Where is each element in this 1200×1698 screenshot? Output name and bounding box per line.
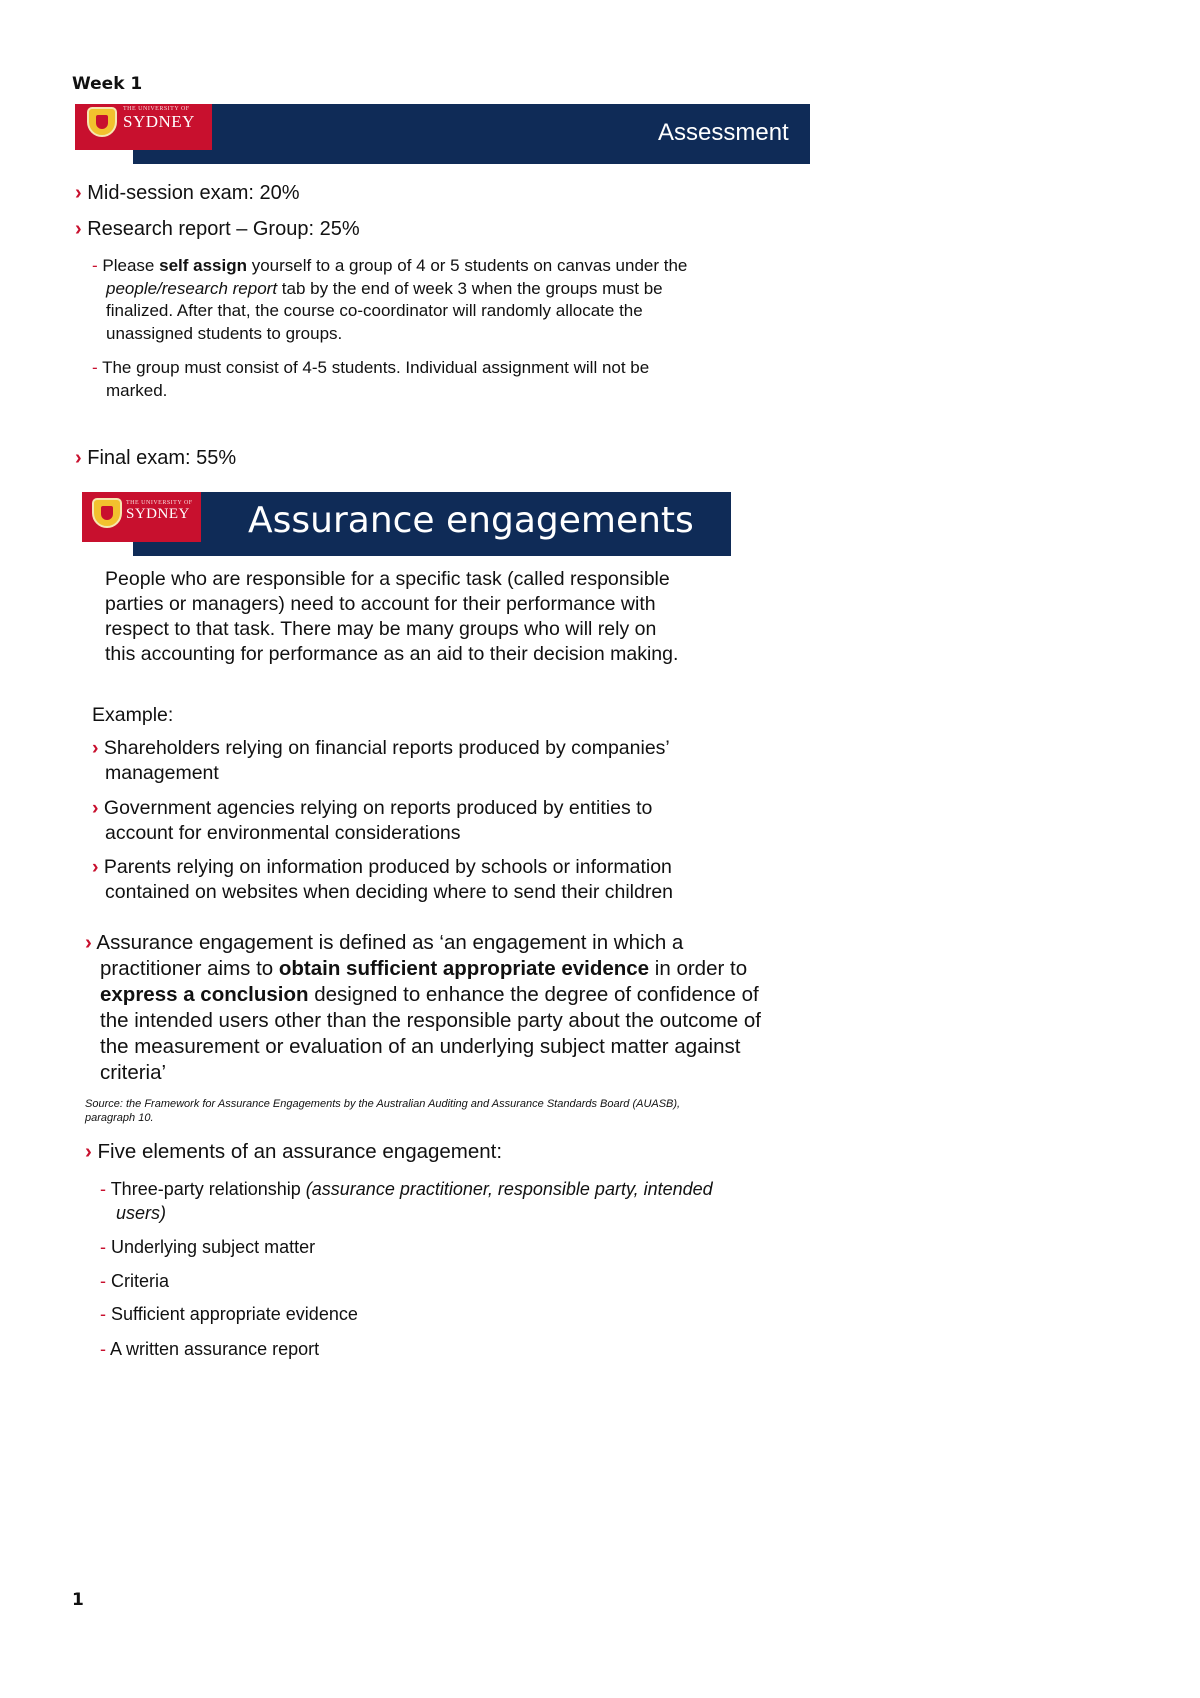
list-item-line: contained on websites when deciding where to send their children bbox=[105, 881, 674, 903]
list-item: › Mid-session exam: 20% bbox=[75, 182, 300, 204]
definition-line: criteria’ bbox=[100, 1061, 167, 1084]
dash-bullet-icon: - bbox=[92, 256, 98, 275]
logo-big-text: SYDNEY bbox=[123, 112, 195, 131]
chevron-bullet-icon: › bbox=[92, 856, 99, 878]
list-item-line: management bbox=[105, 762, 219, 784]
definition-line: express a conclusion designed to enhance the degree of confidence of bbox=[100, 983, 759, 1006]
chevron-bullet-icon: › bbox=[92, 737, 99, 759]
dash-bullet-icon: - bbox=[100, 1179, 106, 1199]
sub-list-item-line: finalized. After that, the course co-coordinator will randomly allocate the bbox=[106, 301, 643, 320]
list-item: › Parents relying on information produced by schools or information bbox=[92, 856, 672, 878]
chevron-bullet-icon: › bbox=[75, 218, 82, 240]
list-item: › Shareholders relying on financial reports produced by companies’ bbox=[92, 737, 670, 759]
week-label: Week 1 bbox=[72, 74, 143, 94]
university-logo bbox=[75, 104, 212, 150]
definition-line: practitioner aims to obtain sufficient appropriate evidence in order to bbox=[100, 957, 748, 980]
dash-bullet-icon: - bbox=[92, 358, 98, 377]
chevron-bullet-icon: › bbox=[85, 931, 92, 954]
slide-title: Assessment bbox=[658, 119, 789, 146]
crest-icon bbox=[87, 107, 117, 137]
definition-line: the intended users other than the responsible party about the outcome of bbox=[100, 1009, 761, 1032]
slide-title: Assurance engagements bbox=[248, 500, 694, 541]
crest-icon bbox=[92, 498, 122, 528]
definition-line: the measurement or evaluation of an underlying subject matter against bbox=[100, 1035, 741, 1058]
sub-list-item: - The group must consist of 4-5 students. Individual assignment will not be bbox=[92, 358, 650, 377]
definition-line: › Assurance engagement is defined as ‘an engagement in which a bbox=[85, 931, 684, 954]
sub-list-item: - A written assurance report bbox=[100, 1339, 320, 1359]
dash-bullet-icon: - bbox=[100, 1237, 106, 1257]
chevron-bullet-icon: › bbox=[92, 797, 99, 819]
sub-list-item: - Please self assign yourself to a group of 4 or 5 students on canvas under the bbox=[92, 256, 688, 275]
list-item: › Five elements of an assurance engagement: bbox=[85, 1140, 503, 1163]
university-logo bbox=[82, 492, 201, 542]
sub-list-item: - Sufficient appropriate evidence bbox=[100, 1304, 358, 1324]
page-number: 1 bbox=[72, 1590, 84, 1610]
intro-line: parties or managers) need to account for their performance with bbox=[105, 593, 656, 615]
sub-list-item-line: unassigned students to groups. bbox=[106, 324, 343, 343]
sub-list-item: - Three-party relationship (assurance practitioner, responsible party, intended bbox=[100, 1179, 713, 1199]
list-item: › Government agencies relying on reports produced by entities to bbox=[92, 797, 653, 819]
chevron-bullet-icon: › bbox=[85, 1140, 92, 1163]
dash-bullet-icon: - bbox=[100, 1271, 106, 1291]
logo-big-text: SYDNEY bbox=[126, 506, 190, 522]
logo-small-text: THE UNIVERSITY OF bbox=[126, 500, 193, 506]
example-label: Example: bbox=[92, 704, 174, 726]
source-citation: paragraph 10. bbox=[85, 1112, 154, 1124]
intro-line: People who are responsible for a specific task (called responsible bbox=[105, 568, 670, 590]
chevron-bullet-icon: › bbox=[75, 182, 82, 204]
sub-list-item: - Underlying subject matter bbox=[100, 1237, 316, 1257]
sub-list-item-line: marked. bbox=[106, 381, 168, 400]
sub-list-item-line: people/research report tab by the end of week 3 when the groups must be bbox=[106, 279, 663, 298]
list-item: › Research report – Group: 25% bbox=[75, 218, 360, 240]
list-item: › Final exam: 55% bbox=[75, 447, 237, 469]
list-item-line: account for environmental considerations bbox=[105, 822, 461, 844]
dash-bullet-icon: - bbox=[100, 1339, 106, 1359]
intro-line: respect to that task. There may be many groups who will rely on bbox=[105, 618, 657, 640]
dash-bullet-icon: - bbox=[100, 1304, 106, 1324]
chevron-bullet-icon: › bbox=[75, 447, 82, 469]
sub-list-item: - Criteria bbox=[100, 1271, 170, 1291]
source-citation: Source: the Framework for Assurance Engagements by the Australian Auditing and Assurance Standards Board (AUASB), bbox=[85, 1098, 681, 1110]
logo-small-text: THE UNIVERSITY OF bbox=[123, 106, 190, 112]
sub-list-item-line: users) bbox=[116, 1203, 167, 1223]
intro-line: this accounting for performance as an aid to their decision making. bbox=[105, 643, 679, 665]
